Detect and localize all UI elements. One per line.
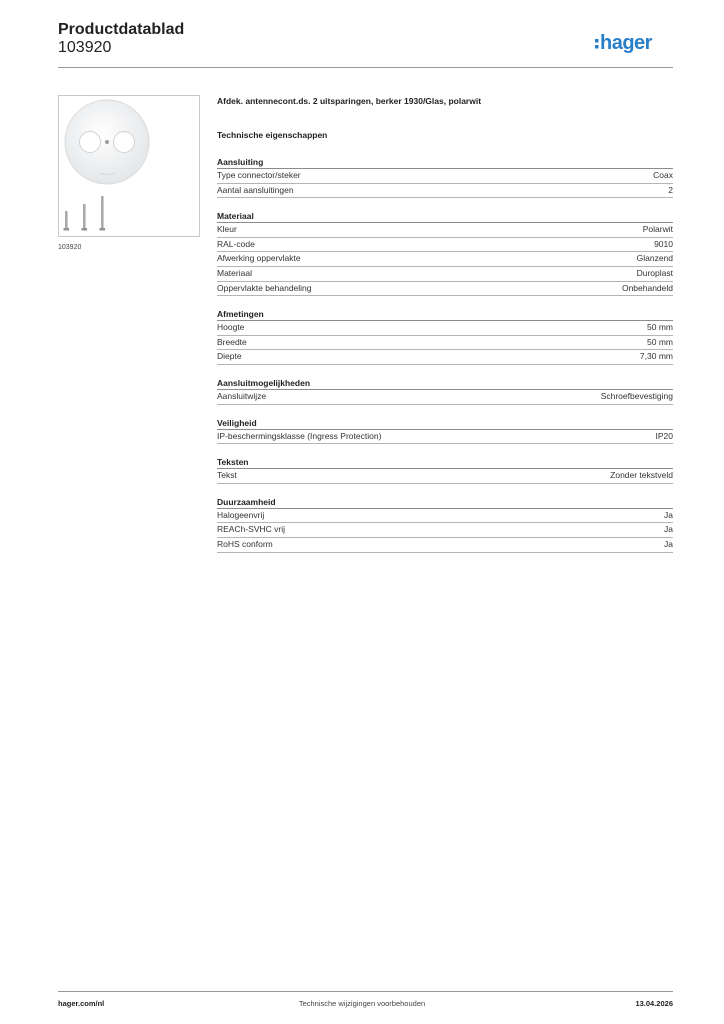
section-heading: Teksten xyxy=(217,456,673,469)
spec-row xyxy=(217,469,673,484)
spec-section xyxy=(217,156,673,198)
section-heading: Aansluiting xyxy=(217,156,673,169)
spec-label: Halogeenvrij xyxy=(217,509,265,520)
page-title: Productdatablad xyxy=(58,21,185,38)
spec-value: Onbehandeld xyxy=(621,282,673,293)
spec-value: 7,30 mm xyxy=(639,351,673,362)
spec-row xyxy=(217,390,673,405)
spec-value: Polarwit xyxy=(642,224,673,235)
spec-value: 2 xyxy=(668,184,673,195)
spec-label: Type connector/steker xyxy=(217,170,301,180)
cover-plate-illustration xyxy=(59,96,201,238)
section-heading: Veiligheid xyxy=(217,417,673,430)
spec-row xyxy=(217,321,673,336)
spec-row xyxy=(217,523,673,538)
spec-row xyxy=(217,430,673,445)
spec-label: REACh-SVHC vrij xyxy=(217,524,286,535)
image-caption: 103920 xyxy=(58,244,82,251)
spec-row xyxy=(217,169,673,184)
spec-sections xyxy=(217,156,673,553)
spec-value: 50 mm xyxy=(647,336,673,347)
spec-row xyxy=(217,538,673,553)
article-number: 103920 xyxy=(58,39,112,56)
footer-notice: Technische wijzigingen voorbehouden xyxy=(298,999,426,1008)
spec-section xyxy=(217,377,673,405)
spec-label: Breedte xyxy=(217,336,247,347)
spec-row xyxy=(217,509,673,524)
spec-label: Diepte xyxy=(217,351,242,362)
spec-row xyxy=(217,336,673,351)
spec-value: Ja xyxy=(664,538,673,549)
spec-label: Materiaal xyxy=(217,267,252,278)
spec-row xyxy=(217,238,673,253)
spec-value: Ja xyxy=(664,524,673,535)
header-divider xyxy=(58,67,673,68)
spec-label: Afwerking oppervlakte xyxy=(217,253,301,264)
spec-label: Tekst xyxy=(217,470,237,481)
screws-illustration xyxy=(64,196,106,231)
spec-value: IP20 xyxy=(655,430,673,441)
spec-section xyxy=(217,496,673,553)
spec-label: RAL-code xyxy=(217,238,255,249)
spec-section xyxy=(217,456,673,484)
section-heading: Aansluitmogelijkheden xyxy=(217,377,673,390)
spec-row xyxy=(217,184,673,199)
spec-row xyxy=(217,223,673,238)
spec-label: Aansluitwijze xyxy=(217,390,267,401)
spec-value: Coax xyxy=(653,170,673,180)
spec-label: Kleur xyxy=(217,224,237,235)
section-heading: Duurzaamheid xyxy=(217,496,673,509)
cutout-left xyxy=(80,132,101,153)
spec-value: Zonder tekstveld xyxy=(610,470,673,481)
section-heading: Materiaal xyxy=(217,210,673,223)
spec-row xyxy=(217,350,673,365)
spec-value: 9010 xyxy=(654,238,673,249)
spec-label: RoHS conform xyxy=(217,538,273,549)
logo-dot-bottom xyxy=(595,45,599,49)
technical-properties-title: Technische eigenschappen xyxy=(217,130,328,140)
spec-label: Aantal aansluitingen xyxy=(217,184,294,195)
product-title: Afdek. antennecont.ds. 2 uitsparingen, berker 1930/Glas, polarwit xyxy=(217,96,482,106)
spec-value: 50 mm xyxy=(647,322,673,333)
spec-value: Ja xyxy=(664,509,673,520)
logo-dot-top xyxy=(595,39,599,43)
spec-value: Duroplast xyxy=(636,267,673,278)
product-image xyxy=(58,95,200,237)
footer-date: 13.04.2026 xyxy=(635,999,673,1008)
hager-logo xyxy=(594,30,674,56)
cutout-right xyxy=(114,132,135,153)
spec-row xyxy=(217,282,673,297)
screw-hole xyxy=(105,140,109,144)
spec-label: IP-beschermingsklasse (Ingress Protection) xyxy=(217,430,382,441)
spec-row xyxy=(217,252,673,267)
spec-value: Schroefbevestiging xyxy=(600,390,673,401)
footer-divider xyxy=(58,991,673,992)
spec-section xyxy=(217,308,673,365)
spec-label: Hoogte xyxy=(217,322,245,333)
footer-website: hager.com/nl xyxy=(58,999,105,1008)
logo-text: hager xyxy=(600,32,652,54)
section-heading: Afmetingen xyxy=(217,308,673,321)
spec-section xyxy=(217,417,673,445)
spec-label: Oppervlakte behandeling xyxy=(217,282,312,293)
spec-row xyxy=(217,267,673,282)
spec-section xyxy=(217,210,673,296)
spec-value: Glanzend xyxy=(636,253,673,264)
product-specifications xyxy=(217,96,673,553)
